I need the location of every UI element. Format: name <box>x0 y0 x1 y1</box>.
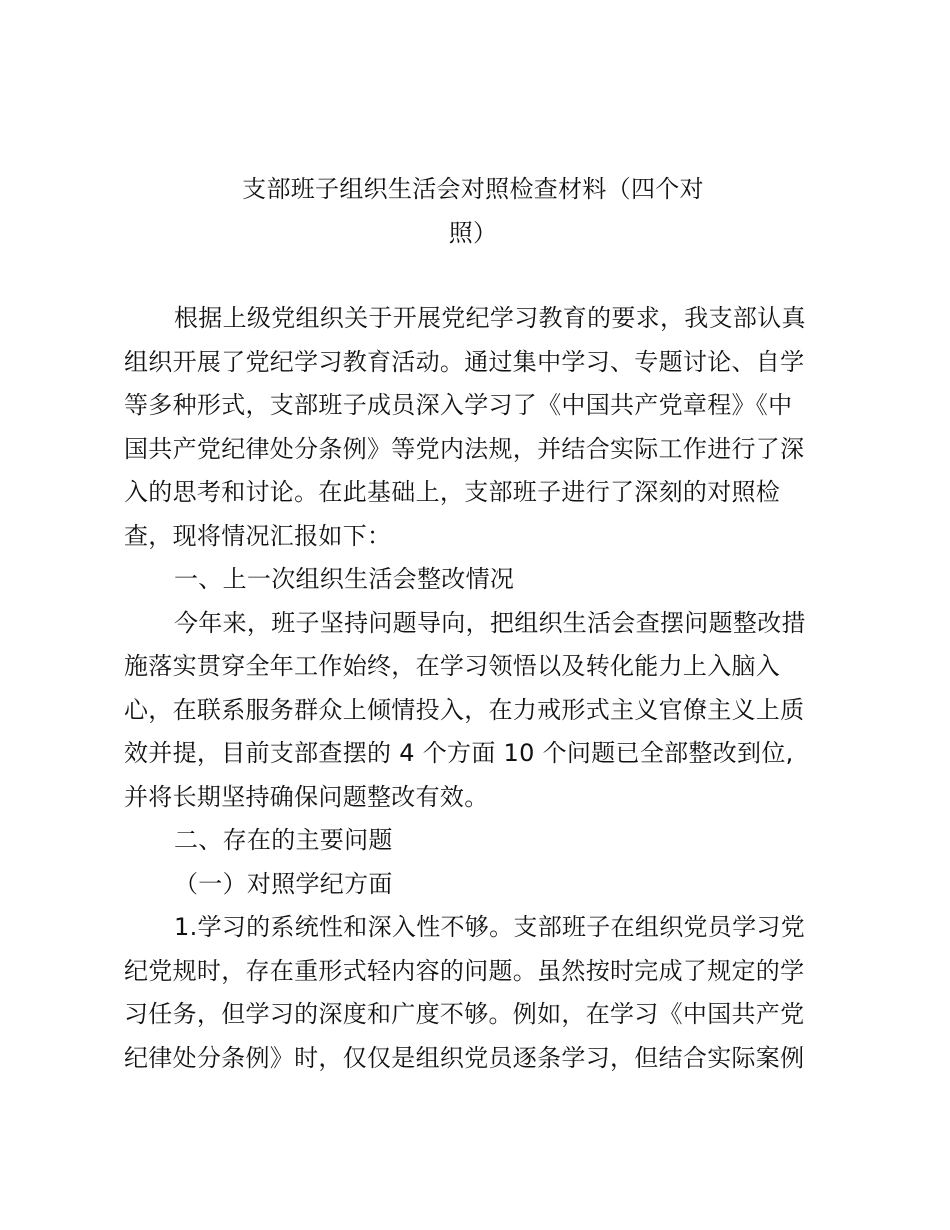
section-heading-2 <box>124 819 822 863</box>
heading-line: 一、上一次组织生活会整改情况 <box>174 565 515 593</box>
text-line: 心，在联系服务群众上倾情投入，在力戒形式主义官僚主义上质 <box>124 695 805 724</box>
text-line: 效并提，目前支部查摆的 4 个方面 10 个问题已全部整改到位, <box>124 739 794 767</box>
heading-line: 二、存在的主要问题 <box>174 826 393 854</box>
paragraph-issue-1 <box>124 906 822 1080</box>
text-line: 国共产党纪律处分条例》等党内法规，并结合实际工作进行了深 <box>124 434 805 463</box>
text-line: 并将长期坚持确保问题整改有效。 <box>124 782 489 811</box>
paragraph-rectification <box>124 602 822 820</box>
text-line: 等多种形式，支部班子成员深入学习了《中国共产党章程》《中 <box>124 391 793 419</box>
text-line: 今年来，班子坚持问题导向，把组织生活会查摆问题整改措 <box>174 608 806 637</box>
section-heading-1 <box>124 558 822 602</box>
text-line: 纪党规时，存在重形式轻内容的问题。虽然按时完成了规定的学 <box>124 956 805 985</box>
text-line: 查，现将情况汇报如下： <box>124 521 392 550</box>
text-line: 组织开展了党纪学习教育活动。通过集中学习、专题讨论、自学 <box>124 347 805 376</box>
subsection-heading-1 <box>124 863 822 907</box>
paragraph-intro <box>124 297 822 558</box>
title-line: 支部班子组织生活会对照检查材料（四个对 <box>242 175 704 203</box>
text-line: 施落实贯穿全年工作始终，在学习领悟以及转化能力上入脑入 <box>124 652 781 680</box>
text-line: 习任务，但学习的深度和广度不够。例如，在学习《中国共产党 <box>124 1000 805 1028</box>
text-line: 根据上级党组织关于开展党纪学习教育的要求，我支部认真 <box>174 304 806 332</box>
document-title <box>124 168 822 255</box>
document-body <box>124 297 822 1080</box>
text-line: 1.学习的系统性和深入性不够。支部班子在组织党员学习党 <box>174 913 805 941</box>
text-line: 入的思考和讨论。在此基础上，支部班子进行了深刻的对照检 <box>124 478 781 506</box>
text-line: 纪律处分条例》时，仅仅是组织党员逐条学习，但结合实际案例 <box>124 1043 805 1072</box>
title-line: 照） <box>448 218 498 247</box>
heading-line: （一）对照学纪方面 <box>174 869 393 898</box>
